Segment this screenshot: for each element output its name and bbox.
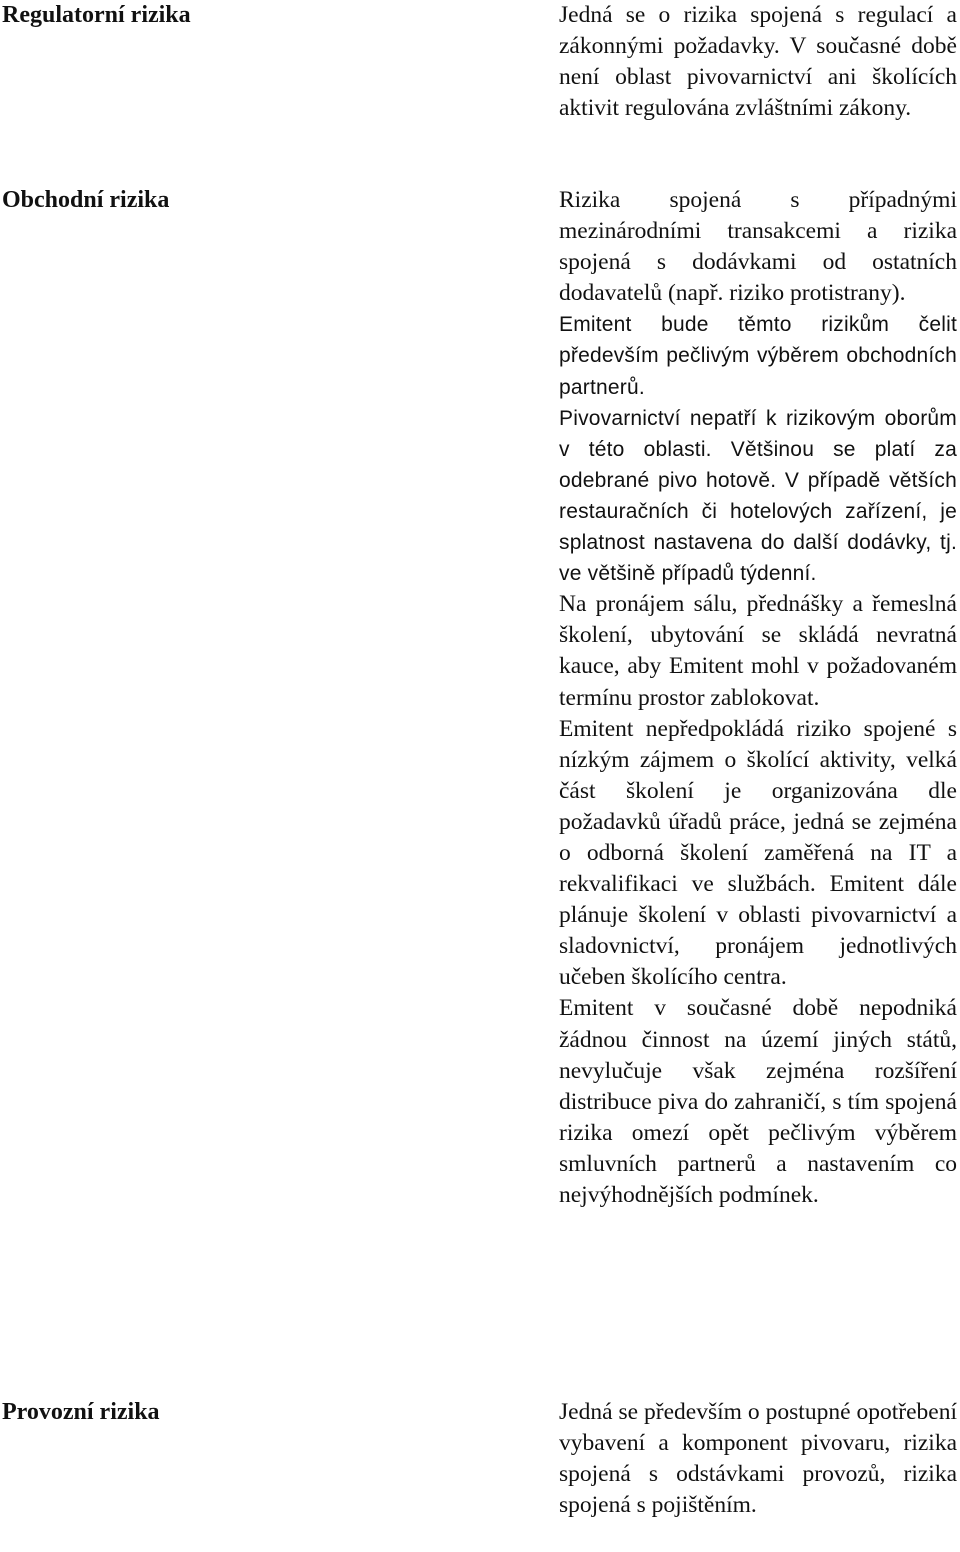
description-paragraph: Emitent nepředpokládá riziko spojené s nízkým zájmem o školící aktivity, velká část školení je organizována dle požadavků úřadů práce, jedná se zejména o odborná školení zaměřená na IT a rekvalifikaci ve službách. Emitent dále plánuje školení v oblasti pivovarnictví a sladovnictví, pronájem jednotlivých učeben školícího centra. (559, 715, 957, 991)
description-paragraph: Emitent bude těmto rizikům čelit především pečlivým výběrem obchodních partnerů. (559, 313, 957, 399)
risk-description-regulatory (559, 0, 957, 124)
risk-term-regulatory: Regulatorní rizika (2, 2, 191, 28)
description-paragraph: Jedná se především o postupné opotřebení vybavení a komponent pivovaru, rizika spojená s odstávkami provozů, rizika spojená s pojištěním. (559, 1399, 957, 1519)
risk-description-commercial (559, 185, 957, 1211)
description-paragraph: Emitent v současné době nepodniká žádnou činnost na území jiných států, nevylučuje však zejména rozšíření distribuce piva do zahraničí, s tím spojená rizika omezí opět pečlivým výběrem smluvních partnerů a nastavením co nejvýhodnějších podmínek. (559, 995, 957, 1208)
risk-term-commercial: Obchodní rizika (2, 187, 170, 213)
description-paragraph: Rizika spojená s případnými mezinárodními transakcemi a rizika spojená s dodávkami od ostatních dodavatelů (např. riziko protistrany). (559, 187, 957, 307)
description-paragraph: Pivovarnictví nepatří k rizikovým oborům v této oblasti. Většinou se platí za odebrané pivo hotově. V případě větších restauračních či hotelových zařízení, je splatnost nastavena do další dodávky, tj. ve většině případů týdenní. (559, 406, 957, 586)
description-paragraph: Jedná se o rizika spojená s regulací a zákonnými požadavky. V současné době není oblast pivovarnictví ani školících aktivit regulována zvláštními zákony. (559, 2, 957, 122)
risk-term-operational: Provozní rizika (2, 1399, 160, 1425)
risk-description-operational (559, 1397, 957, 1521)
description-paragraph: Na pronájem sálu, přednášky a řemeslná školení, ubytování se skládá nevratná kauce, aby Emitent mohl v požadovaném termínu prostor zablokovat. (559, 591, 957, 711)
